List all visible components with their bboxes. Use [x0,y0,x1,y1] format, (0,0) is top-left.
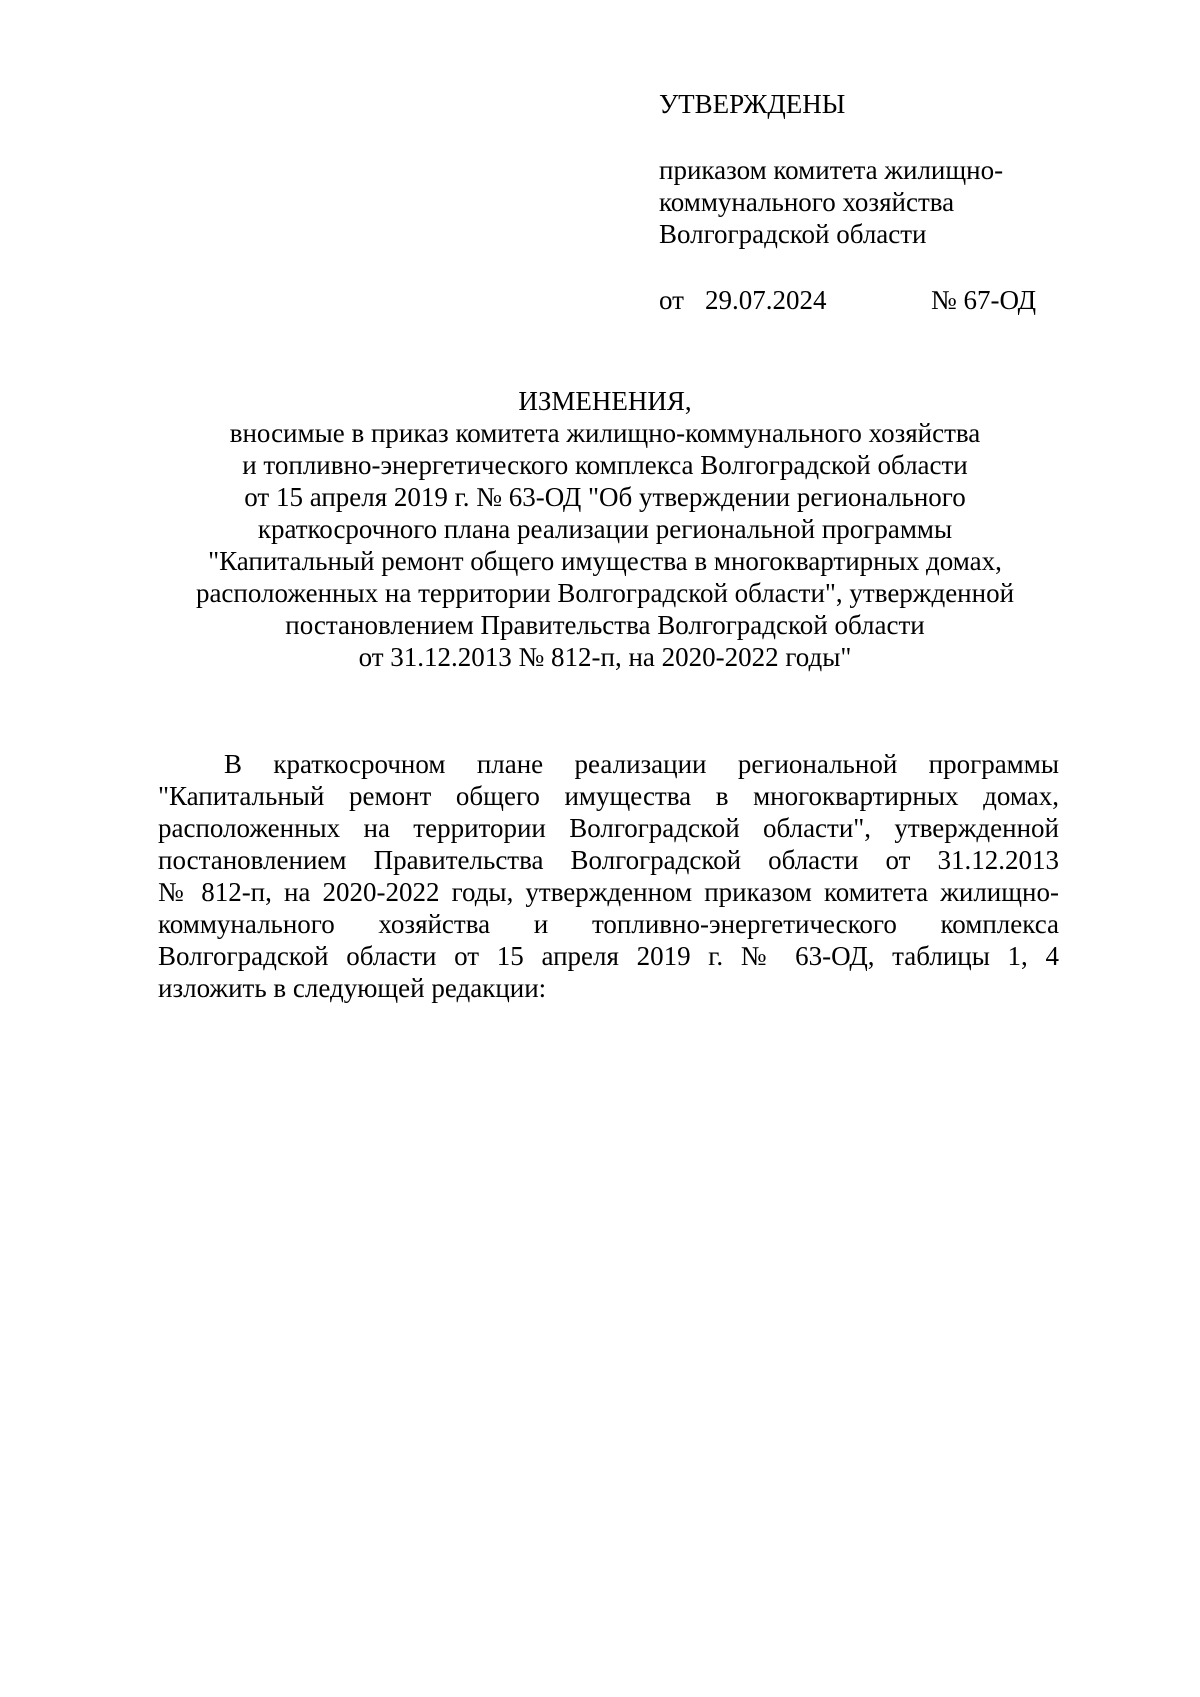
paragraph-line: расположенных на территории Волгоградской области", утвержденной [158,813,1059,843]
approval-block [659,88,1079,316]
from-label: от [659,285,684,315]
order-date: 29.07.2024 [705,285,827,315]
document-title [130,385,1080,673]
approved-by-line: приказом комитета жилищно- [659,155,1004,185]
title-line: "Капитальный ремонт общего имущества в многоквартирных домах, [208,546,1002,576]
paragraph-line: Волгоградской области от 15 апреля 2019 г. № 63-ОД, таблицы 1, 4 [158,941,1059,971]
title-line: от 15 апреля 2019 г. № 63-ОД "Об утверждении регионального [244,482,966,512]
paragraph-line: "Капитальный ремонт общего имущества в многоквартирных домах, [158,781,1059,811]
approved-heading: УТВЕРЖДЕНЫ [659,89,846,119]
title-line: от 31.12.2013 № 812-п, на 2020-2022 годы" [358,642,852,672]
approved-by-line: коммунального хозяйства [659,187,955,217]
title-line: расположенных на территории Волгоградской области", утвержденной [195,578,1015,608]
title-heading: ИЗМЕНЕНИЯ, [518,386,692,416]
approved-by-line: Волгоградской области [659,219,927,249]
order-number: № 67-ОД [931,285,1037,315]
paragraph-line: коммунального хозяйства и топливно-энергетического комплекса [158,909,1059,939]
paragraph-line: изложить в следующей редакции: [158,973,547,1003]
title-line: вносимые в приказ комитета жилищно-коммунального хозяйства [229,418,981,448]
title-line: и топливно-энергетического комплекса Волгоградской области [242,450,968,480]
order-reference [659,284,1079,316]
paragraph-line: № 812-п, на 2020-2022 годы, утвержденном приказом комитета жилищно- [158,877,1059,907]
paragraph-line: постановлением Правительства Волгоградской области от 31.12.2013 [158,845,1059,875]
paragraph-line: В краткосрочном плане реализации региональной программы [224,749,1059,779]
body-paragraph [158,748,1059,1004]
title-line: постановлением Правительства Волгоградской области [285,610,925,640]
title-line: краткосрочного плана реализации региональной программы [257,514,953,544]
approved-by [659,154,1079,250]
